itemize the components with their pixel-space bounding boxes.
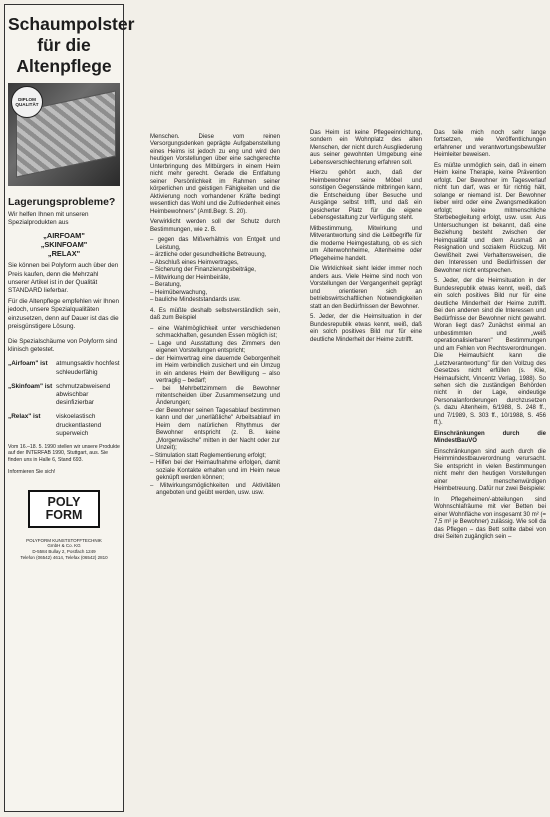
ad-subheading: Lagerungsprobleme?	[8, 196, 116, 208]
brand-list: „AIRFOAM" „SKINFOAM" „RELAX"	[40, 231, 88, 259]
article-column-2	[310, 130, 422, 347]
section-heading: Einschränkungen durch die MindestBauVO	[434, 430, 546, 445]
article-column-1	[150, 134, 280, 501]
paragraph: In Pflegeheimen/-abteilungen sind Wohnschlafräume mit vier Betten bei einer Wohnfläche von insgesamt 30 m² (= 7,5 m² je Bewohner) zulässig. Wie soll da das Pflegen – das Bett sollte dabei von drei Seiten zugänglich sein –	[434, 496, 546, 541]
paragraph: 5. Jeder, der die Heimsituation in der Bundesrepublik etwas kennt, weiß, daß ein solch positives Bild nur für eine deutliche Minderheit der Heime zutrifft. Bei den anderen sind die Interessen und Bedürfnisse der Bewohner nicht gewahrt. Woran liegt das? Zunächst einmal an unbestimmten und „weiß operationalisierbaren" Bestimmungen und am Fehlen von Rechtsverordnungen. Die Heimaufsicht kann die „Letztverantwortung" für den Vollzug des Gesetzes nicht erfüllen (s. Klie, Heimaufsicht, Vincentz Verlag, 1988). So sehen sich die zuständigen Behörden nicht in der Lage, eindeutige Personalanforderungen durchzusetzen (s. dazu Altenheim, 6/1988, S. 248 ff., und 7/1989, S. 303 ff., 10/1988, S. 456 ff.).	[434, 278, 546, 427]
paragraph: Einschränkungen sind auch durch die Heimmindestbauverordnung verursacht. Sie entspricht in vielen Bestimmungen nicht mehr den heutigen Vorstellungen einer menschenwürdigen Heimbetreuung. Dafür nur zwei Beispiele:	[434, 448, 546, 493]
paragraph: Die Wirklichkeit sieht leider immer noch anders aus. Viele Heime sind noch von Vorstellungen der Vergangenheit geprägt und orientieren sich an betriebswirtschaftlichen Notwendigkeiten statt an den Bedürfnissen der Bewohner.	[310, 266, 422, 310]
feature-skinfoam: „Skinfoam" ist schmutzabweisend abwischbar desinfizierbar	[8, 382, 111, 407]
bullet-list: – gegen das Mißverhältnis von Entgelt und Leistung, – ärztliche oder gesundheitliche Betreuung, – Abschluß eines Heimvertrages, – Sicherung der Finanzierungsbeiträge, – Mitwirkung der Heimbeiräte, – Beratung, – Heimüberwachung, – bauliche Mindeststandards usw.	[150, 237, 280, 304]
polyform-logo: POLY FORM	[28, 490, 100, 528]
ad-body-1: Sie können bei Polyform auch über den Preis kaufen, denn die Mehrzahl unserer Artikel ist in der Qualität STANDARD lieferbar.	[8, 262, 119, 295]
paragraph: 4. Es müßte deshalb selbstverständlich sein, daß zum Beispiel	[150, 307, 280, 322]
paragraph: Es müßte unmöglich sein, daß in einem Heim keine Therapie, keine Prävention erfolgt. Der Bewohner im Tagesverlauf nicht tun darf, was er für richtig hält, solange er niemand ist. Der Bewohner lieber wird oder eine Zwangsmedikation erfolgt; keine mitmenschliche Sterbebegleitung erfolgt, usw. usw. Aus Untersuchungen ist bekannt, daß eine Beziehung besteht zwischen der Heimqualität und dem Ausmaß an Resignation und sozialem Rückzug. Mit Gewißheit zwei Verhaltensweisen, die den Interessen und Bedürfnissen der Bewohner nicht entsprechen.	[434, 162, 546, 274]
paragraph: Menschen. Diese vom reinen Versorgungsdenken geprägte Aufgabenstellung eines Heims ist jedoch zu eng und wird den heutigen Vorstellungen über eine sachgerechte Unterbringung des Mitbürgers in einem Heim nicht mehr gerecht. Gerade die Entfaltung seiner Persönlichkeit im Rahmen seiner körperlichen und geistigen Fähigkeiten und die Aktivierung noch vorhandener Kräfte bedingt wesentlich das Wohl und die Zufriedenheit eines Heimbewohners" (Amtl.Begr. S. 20).	[150, 134, 280, 215]
paragraph: Das teile mich noch sehr lange fortsetzen, wie Veröffentlichungen erfahrener und verantwortungsbewußter Heimleiter beweisen.	[434, 130, 546, 159]
feature-relax: „Relax" ist viskoelastisch druckentlastend superweich	[8, 413, 102, 437]
company-address: POLYFORM KUNSTSTOFFTECHNIK GmbH & Co. KG D-5584 Bullay 2, Postfach 1249 Telefon (06542) 4614, Telefax (06542) 2810	[20, 537, 108, 560]
paragraph: Mitbestimmung, Mitwirkung und Mitverantwortung sind die Leitbegriffe für die moderne Heimgestaltung, ob es sich um Altenwohnheime, Altenheime oder Pflegeheime handelt.	[310, 225, 422, 262]
ad-body-3: Die Spezialschäume von Polyform sind klinisch getestet.	[8, 338, 118, 354]
info-note: Informieren Sie sich!	[8, 469, 56, 476]
bullet-list: – eine Wahlmöglichkeit unter verschiedenen schmackhaften, gesunden Essen möglich ist; – Lage und Ausstattung des Zimmers den eigenen Vorstellungen entspricht; – der Heimvertrag eine dauernde Geborgenheit im Heim verbindlich zusichert und ein Umzug in ein anderes Heim der Bewilligung – also vertraglig – bedarf; – bei Mehrbettzimmern die Bewohner mitentscheiden über Zusammensetzung und Änderungen; – der Bewohner seinen Tagesablauf bestimmen kann und der „unerläßliche" Arbeitsablauf im Heim dem natürlichen Rhythmus der Bewohner entspricht (z. B. keine „Morgenwäsche" mitten in der Nacht oder zur Unzeit); – Stimulation statt Reglementierung erfolgt; – Hilfen bei der Heimaufnahme erfolgen, damit soziale Kontakte erhalten und im Heim neue geknüpft werden können; – Mitwirkungsmöglichkeiten und Aktivitäten angeboten und geübt werden, usw. usw.	[150, 325, 280, 497]
article-column-3	[434, 130, 546, 545]
ad-body-2: Für die Altenpflege empfehlen wir Ihnen jedoch, unsere Spezialqualitäten einzusetzen, denn auf Dauer ist das die preisgünstigere Lösung.	[8, 298, 119, 330]
paragraph: 5. Jeder, der die Heimsituation in der Bundesrepublik etwas kennt, weiß, daß ein solch positives Bild nur für eine deutliche Minderheit der Heime zutrifft.	[310, 314, 422, 343]
foam-product-photo	[8, 83, 120, 186]
paragraph: Hierzu gehört auch, daß der Heimbewohner seine Möbel und sonstigen Gegenstände mitbringen kann, die Entscheidung über Besuche und Ausgänge selbst trifft, und daß ein gesicherter Platz für die eigene Lebensgestaltung zur Verfügung steht.	[310, 170, 422, 222]
ad-intro: Wir helfen Ihnen mit unseren Spezialprodukten aus	[8, 211, 89, 227]
quality-seal-icon: DIPLOM QUALITÄT	[11, 86, 43, 118]
polyform-advertisement	[4, 4, 135, 812]
ad-headline: Schaumpolster für die Altenpflege	[8, 14, 135, 76]
paragraph: Das Heim ist keine Pflegeeinrichtung, sondern ein Wohnplatz des alten Menschen, der nicht durch Ausgliederung aus seiner gewohnten Umgebung eine Lebensverschlechterung erfahren soll.	[310, 130, 422, 166]
feature-airfoam: „Airfoam" ist atmungsaktiv hochfest schleuderfähig	[8, 360, 120, 376]
fair-note: Vom 16.–18. 5. 1990 stellen wir unsere Produkte auf der INTERFAB 1990, Stuttgart, aus. Sie finden uns in Halle 6, Stand 693.	[8, 444, 120, 463]
paragraph: Verwirklicht werden soll der Schutz durch Bestimmungen, wie z. B.	[150, 219, 280, 233]
